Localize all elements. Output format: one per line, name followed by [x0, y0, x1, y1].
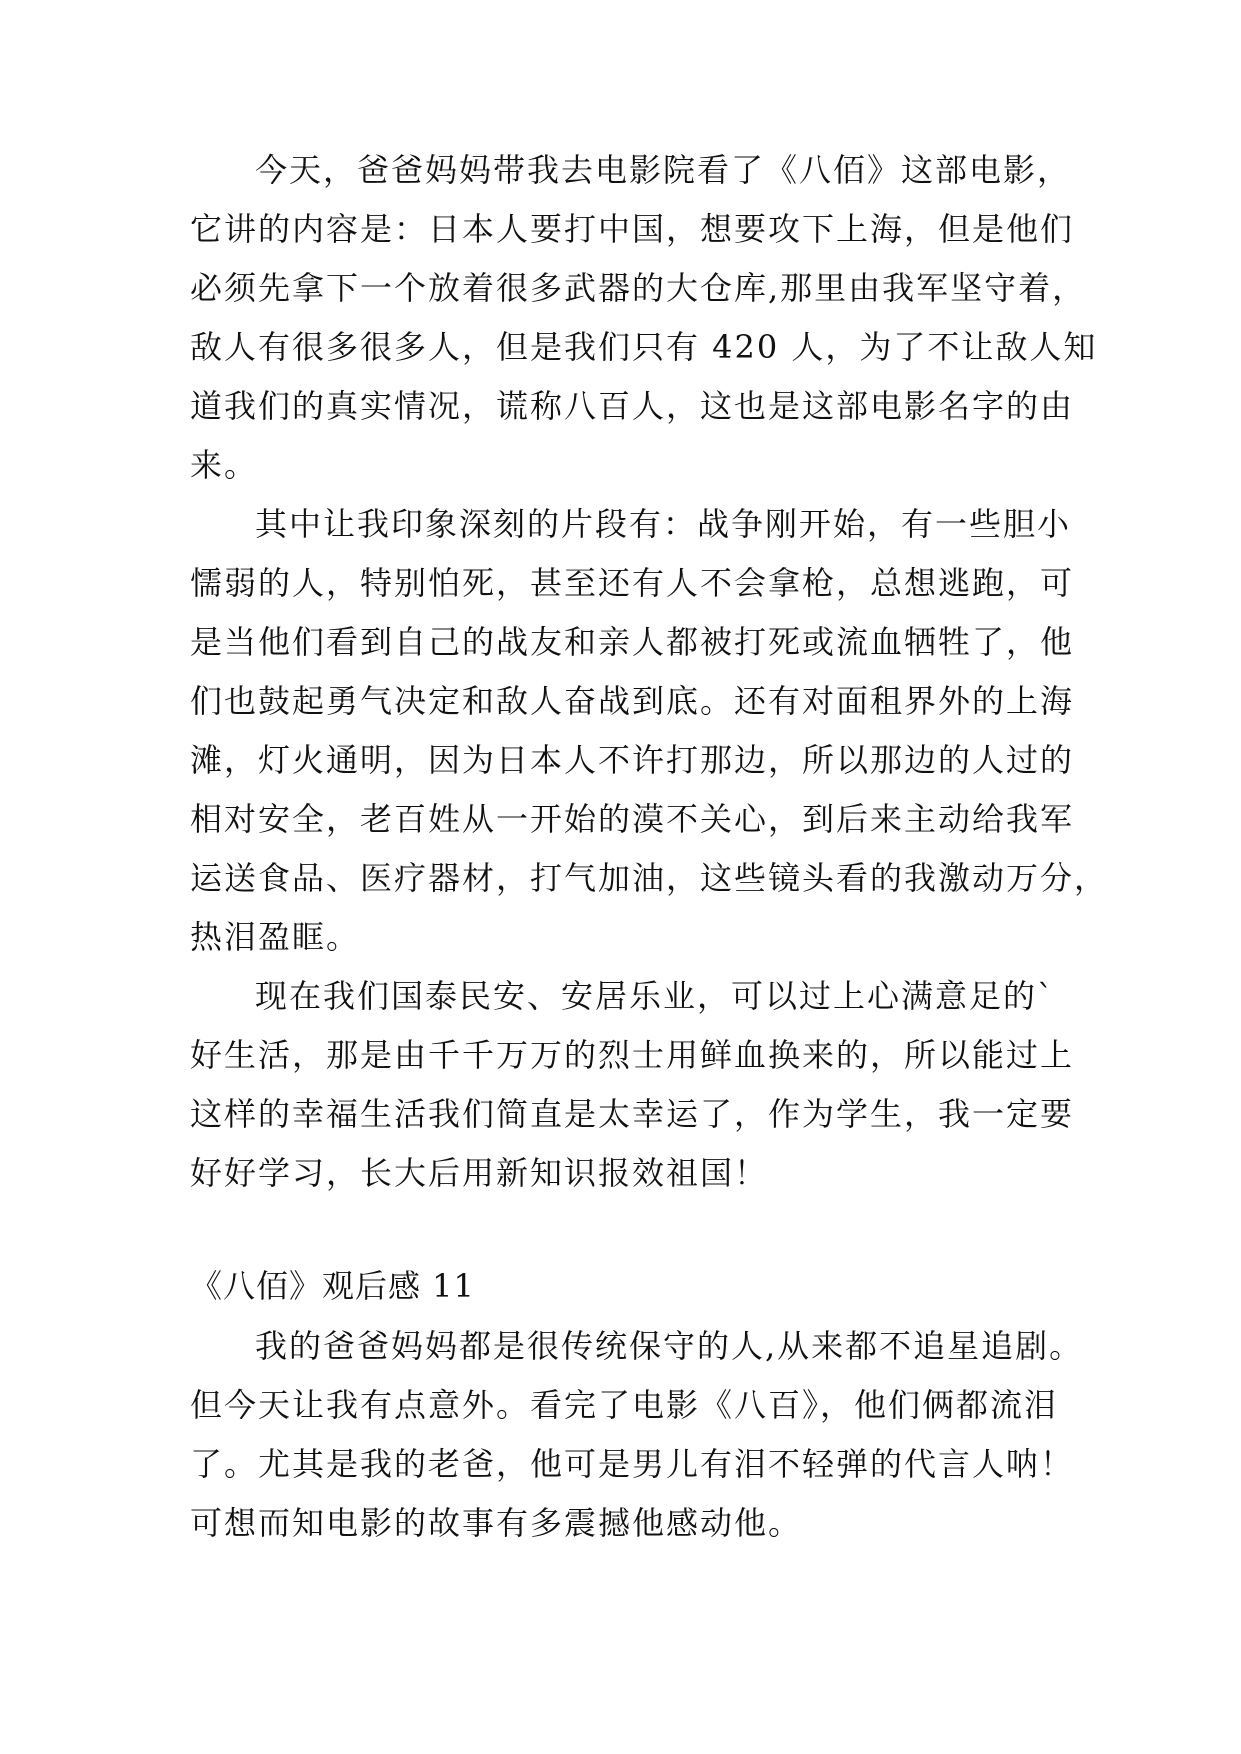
paragraph-line: 必须先拿下一个放着很多武器的大仓库,那里由我军坚守着， [190, 269, 1087, 307]
paragraph-line: 今天，爸爸妈妈带我去电影院看了《八佰》这部电影， [255, 151, 1072, 189]
paragraph-line: 好生活，那是由千千万万的烈士用鲜血换来的，所以能过上 [190, 1036, 1075, 1074]
paragraph-line: 我的爸爸妈妈都是很传统保守的人,从来都不追星追剧。 [255, 1327, 1084, 1365]
paragraph-line: 道我们的真实情况，谎称八百人，这也是这部电影名字的由 [190, 387, 1075, 425]
paragraph-line: 滩，灯火通明，因为日本人不许打那边，所以那边的人过的 [190, 741, 1075, 779]
section-heading: 《八佰》观后感 11 [190, 1267, 475, 1305]
paragraph-line: 运送食品、医疗器材，打气加油，这些镜头看的我激动万分， [190, 859, 1109, 897]
paragraph-line: 现在我们国泰民安、安居乐业，可以过上心满意足的` [255, 977, 1056, 1015]
paragraph-line: 来。 [190, 446, 259, 484]
paragraph-line: 了。尤其是我的老爸，他可是男儿有泪不轻弹的代言人呐！ [190, 1445, 1075, 1483]
paragraph-line: 是当他们看到自己的战友和亲人都被打死或流血牺牲了，他 [190, 623, 1075, 661]
paragraph-line: 们也鼓起勇气决定和敌人奋战到底。还有对面租界外的上海 [190, 682, 1075, 720]
paragraph-line: 可想而知电影的故事有多震撼他感动他。 [190, 1504, 803, 1542]
paragraph-line: 热泪盈眶。 [190, 918, 361, 956]
paragraph-line: 相对安全，老百姓从一开始的漠不关心，到后来主动给我军 [190, 800, 1075, 838]
paragraph-line: 它讲的内容是：日本人要打中国，想要攻下上海，但是他们 [190, 210, 1075, 248]
paragraph-line: 敌人有很多很多人，但是我们只有 420 人，为了不让敌人知 [190, 328, 1098, 366]
paragraph-line: 好好学习，长大后用新知识报效祖国！ [190, 1154, 769, 1192]
paragraph-line: 懦弱的人，特别怕死，甚至还有人不会拿枪，总想逃跑，可 [190, 564, 1075, 602]
paragraph-line: 其中让我印象深刻的片段有：战争刚开始，有一些胆小 [255, 505, 1072, 543]
paragraph-line: 但今天让我有点意外。看完了电影《八百》，他们俩都流泪 [190, 1386, 1059, 1424]
paragraph-line: 这样的幸福生活我们简直是太幸运了，作为学生，我一定要 [190, 1095, 1075, 1133]
